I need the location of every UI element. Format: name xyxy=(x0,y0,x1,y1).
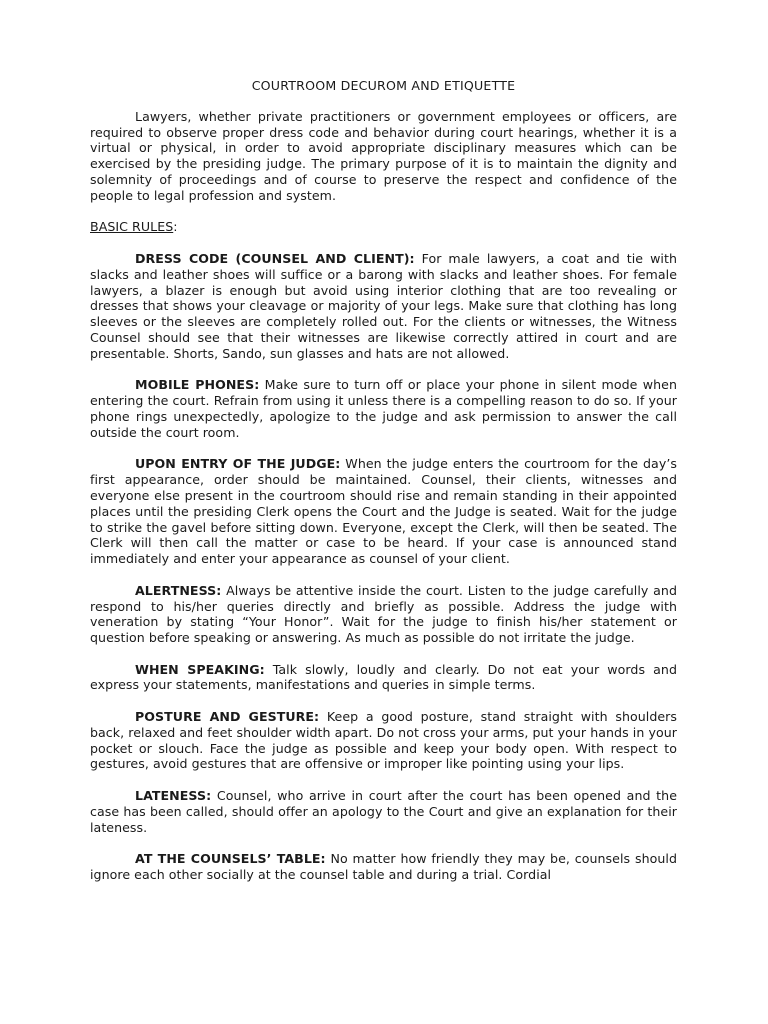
section-entry-of-judge xyxy=(90,456,677,567)
basic-rules-heading xyxy=(90,219,677,235)
section-body: No matter how friendly they may be, counsels should ignore each other socially at the counsel table and during a trial. Cordial xyxy=(90,851,677,883)
intro-paragraph: Lawyers, whether private practitioners or government employees or officers, are required to observe proper dress code and behavior during court hearings, whether it is a virtual or physical, in order to avoid appropriate disciplinary measures which can be exercised by the presiding judge. The primary purpose of it is to maintain the dignity and solemnity of proceedings and of course to preserve the respect and confidence of the people to legal profession and system. xyxy=(90,108,677,203)
section-body: Talk slowly, loudly and clearly. Do not eat your words and express your statements, manifestations and queries in simple terms. xyxy=(90,661,677,693)
basic-rules-colon: : xyxy=(173,219,178,235)
section-posture-gesture xyxy=(90,709,677,772)
section-when-speaking xyxy=(90,662,677,694)
section-body: Keep a good posture, stand straight with shoulders back, relaxed and feet shoulder width apart. Do not cross your arms, put your hands in your pocket or slouch. Face the judge as possible and keep your body open. With respect to gestures, avoid gestures that are offensive or improper like pointing using your lips. xyxy=(90,709,677,772)
section-dress-code xyxy=(90,251,677,362)
section-lateness xyxy=(90,788,677,835)
section-heading: LATENESS: xyxy=(135,788,212,804)
section-heading: UPON ENTRY OF THE JUDGE: xyxy=(135,456,341,472)
section-body: Make sure to turn off or place your phone in silent mode when entering the court. Refrain from using it unless there is a compelling reason to do so. If your phone rings unexpectedly, apologize to the judge and ask permission to answer the call outside the court room. xyxy=(90,377,677,440)
basic-rules-label: BASIC RULES xyxy=(90,219,174,235)
section-heading: DRESS CODE (COUNSEL AND CLIENT): xyxy=(135,250,415,266)
section-heading: ALERTNESS: xyxy=(135,582,222,598)
section-counsels-table xyxy=(90,851,677,883)
section-body: For male lawyers, a coat and tie with slacks and leather shoes will suffice or a barong with slacks and leather shoes. For female lawyers, a blazer is enough but avoid using interior clothing that are too revealing or dresses that shows your cleavage or majority of your legs. Make sure that clothing has long sleeves or the sleeves are completely rolled out. For the clients or witnesses, the Witness Counsel should see that their witnesses are likewise correctly attired in court and are presentable. Shorts, Sando, sun glasses and hats are not allowed. xyxy=(90,250,677,361)
section-heading: AT THE COUNSELS’ TABLE: xyxy=(135,851,326,867)
section-body: Always be attentive inside the court. Listen to the judge carefully and respond to his/her queries directly and briefly as possible. Address the judge with veneration by stating “Your Honor”. Wait for the judge to finish his/her statement or question before speaking or answering. As much as possible do not irritate the judge. xyxy=(90,582,677,646)
document-page xyxy=(90,78,677,883)
section-body: When the judge enters the courtroom for the day’s first appearance, order should be maintained. Counsel, their clients, witnesses and everyone else present in the courtroom should rise and remain standing in their appointed places until the presiding Clerk opens the Court and the Judge is seated. Wait for the judge to strike the gavel before sitting down. Everyone, except the Clerk, will then be seated. The Clerk will then call the matter or case to be heard. If your case is announced stand immediately and enter your appearance as counsel of your client. xyxy=(90,456,677,567)
section-alertness xyxy=(90,583,677,646)
document-title: COURTROOM DECUROM AND ETIQUETTE xyxy=(251,78,516,93)
section-mobile-phones xyxy=(90,377,677,440)
section-body: Counsel, who arrive in court after the court has been opened and the case has been called, should offer an apology to the Court and give an explanation for their lateness. xyxy=(90,788,677,835)
section-heading: POSTURE AND GESTURE: xyxy=(135,709,320,725)
section-heading: MOBILE PHONES: xyxy=(135,377,260,393)
section-heading: WHEN SPEAKING: xyxy=(135,661,265,677)
